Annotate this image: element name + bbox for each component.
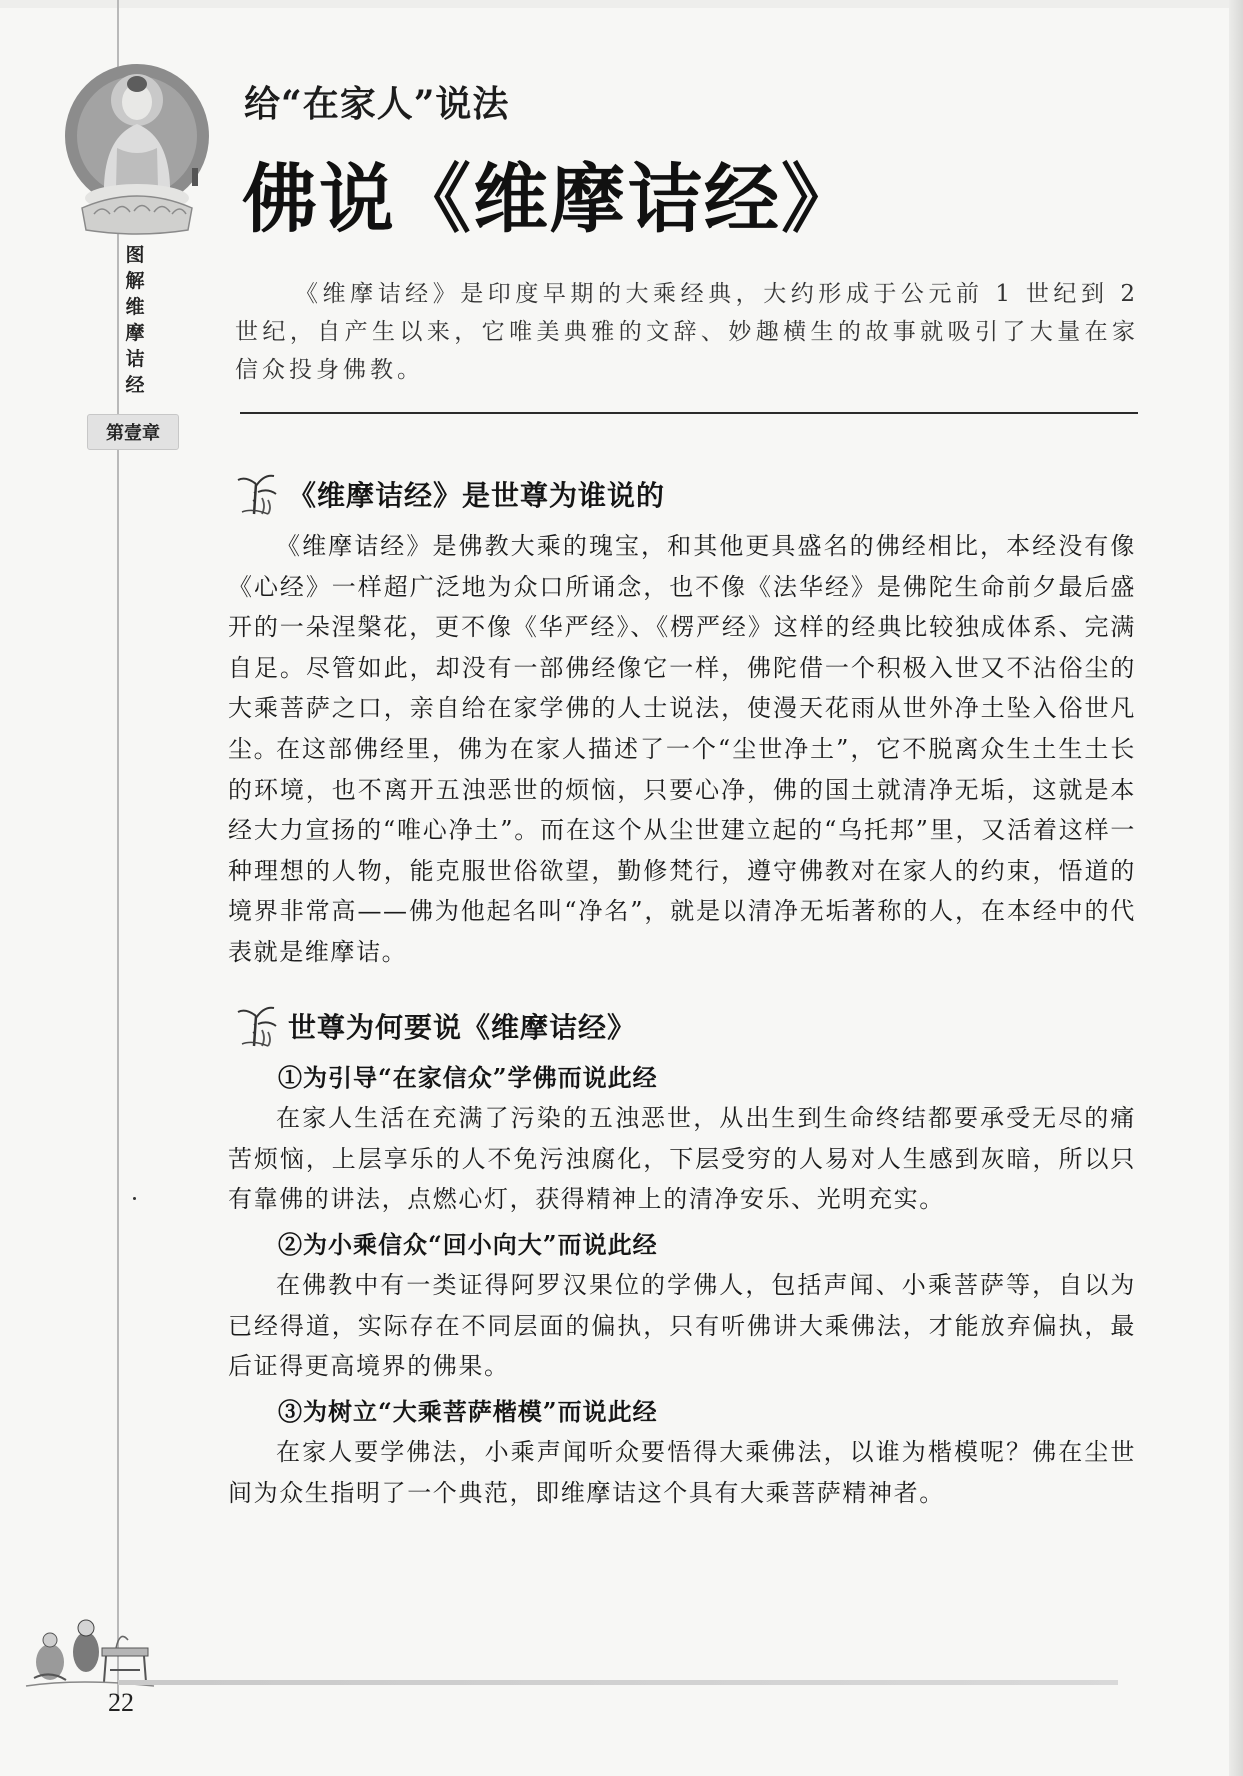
section-title: 《维摩诘经》是世尊为谁说的 <box>288 479 666 512</box>
bamboo-icon <box>232 1002 280 1050</box>
chapter-tab: 第壹章 <box>87 414 179 450</box>
subsection-heading: ②为小乘信众“回小向大”而说此经 <box>278 1230 658 1259</box>
buddha-illustration-icon <box>62 58 212 236</box>
subsection-paragraph: 在家人要学佛法，小乘声闻听众要悟得大乘佛法，以谁为楷模呢？佛在尘世间为众生指明了一个典范，即维摩诘这个具有大乘菩萨精神者。 <box>228 1438 1136 1507</box>
subsection-paragraph: 在佛教中有一类证得阿罗汉果位的学佛人，包括声闻、小乘菩萨等，自以为已经得道，实际存在不同层面的偏执，只有听佛讲大乘佛法，才能放弃偏执，最后证得更高境界的佛果。 <box>228 1271 1136 1380</box>
book-title-char: 图 <box>125 244 145 266</box>
book-title-char: 经 <box>125 374 145 396</box>
footer-rule <box>118 1680 1118 1685</box>
book-title-char: 诘 <box>125 348 145 370</box>
bamboo-icon <box>232 470 280 518</box>
page-right-edge <box>1229 0 1243 1776</box>
page-subtitle: 给“在家人”说法 <box>244 83 510 125</box>
book-title-char: 摩 <box>125 322 145 344</box>
intro-divider <box>240 412 1138 414</box>
section-heading <box>232 470 665 518</box>
subsection-paragraph: 在家人生活在充满了污染的五浊恶世，从出生到生命终结都要承受无尽的痛苦烦恼，上层享乐的人不免污浊腐化，下层受穷的人易对人生感到灰暗，所以只有靠佛的讲法，点燃心灯，获得精神上的清净安乐、光明充实。 <box>228 1104 1136 1213</box>
page-title: 佛说《维摩诘经》 <box>242 155 859 243</box>
book-title-char: 解 <box>125 270 145 292</box>
page-top-edge <box>0 0 1243 8</box>
intro-paragraph: 《维摩诘经》是印度早期的大乘经典，大约形成于公元前 1 世纪到 2 世纪，自产生以来，它唯美典雅的文辞、妙趣横生的故事就吸引了大量在家信众投身佛教。 <box>235 281 1139 383</box>
scholars-illustration-icon <box>20 1600 160 1690</box>
page-number: 22 <box>108 1688 134 1717</box>
subsection-heading: ①为引导“在家信众”学佛而说此经 <box>278 1063 658 1092</box>
section-paragraph: 在这部佛经里，佛为在家人描述了一个“尘世净土”，它不脱离众生土生土长的环境，也不离开五浊恶世的烦恼，只要心净，佛的国土就清净无垢，这就是本经大力宣扬的“唯心净土”。而在这个从尘世建立起的“乌托邦”里，又活着这样一种理想的人物，能克服世俗欲望，勤修梵行，遵守佛教对在家人的约束，悟道的境界非常高——佛为他起名叫“净名”，就是以清净无垢著称的人，在本经中的代表就是维摩诘。 <box>228 735 1136 966</box>
section-title: 世尊为何要说《维摩诘经》 <box>288 1011 637 1044</box>
subsection-heading: ③为树立“大乘菩萨楷模”而说此经 <box>278 1397 658 1426</box>
book-title-char: 维 <box>125 296 145 318</box>
book-title-vertical <box>118 242 152 398</box>
section-heading <box>232 1002 636 1050</box>
section-paragraph: 《维摩诘经》是佛教大乘的瑰宝，和其他更具盛名的佛经相比，本经没有像《心经》一样超广泛地为众口所诵念，也不像《法华经》是佛陀生命前夕最后盛开的一朵涅槃花，更不像《华严经》、《楞严经》这样的经典比较独成体系、完满自足。尽管如此，却没有一部佛经像它一样，佛陀借一个积极入世又不沾俗尘的大乘菩萨之口，亲自给在家学佛的人士说法，使漫天花雨从世外净土坠入俗世凡尘。 <box>228 532 1136 763</box>
scan-speck <box>133 1197 136 1200</box>
